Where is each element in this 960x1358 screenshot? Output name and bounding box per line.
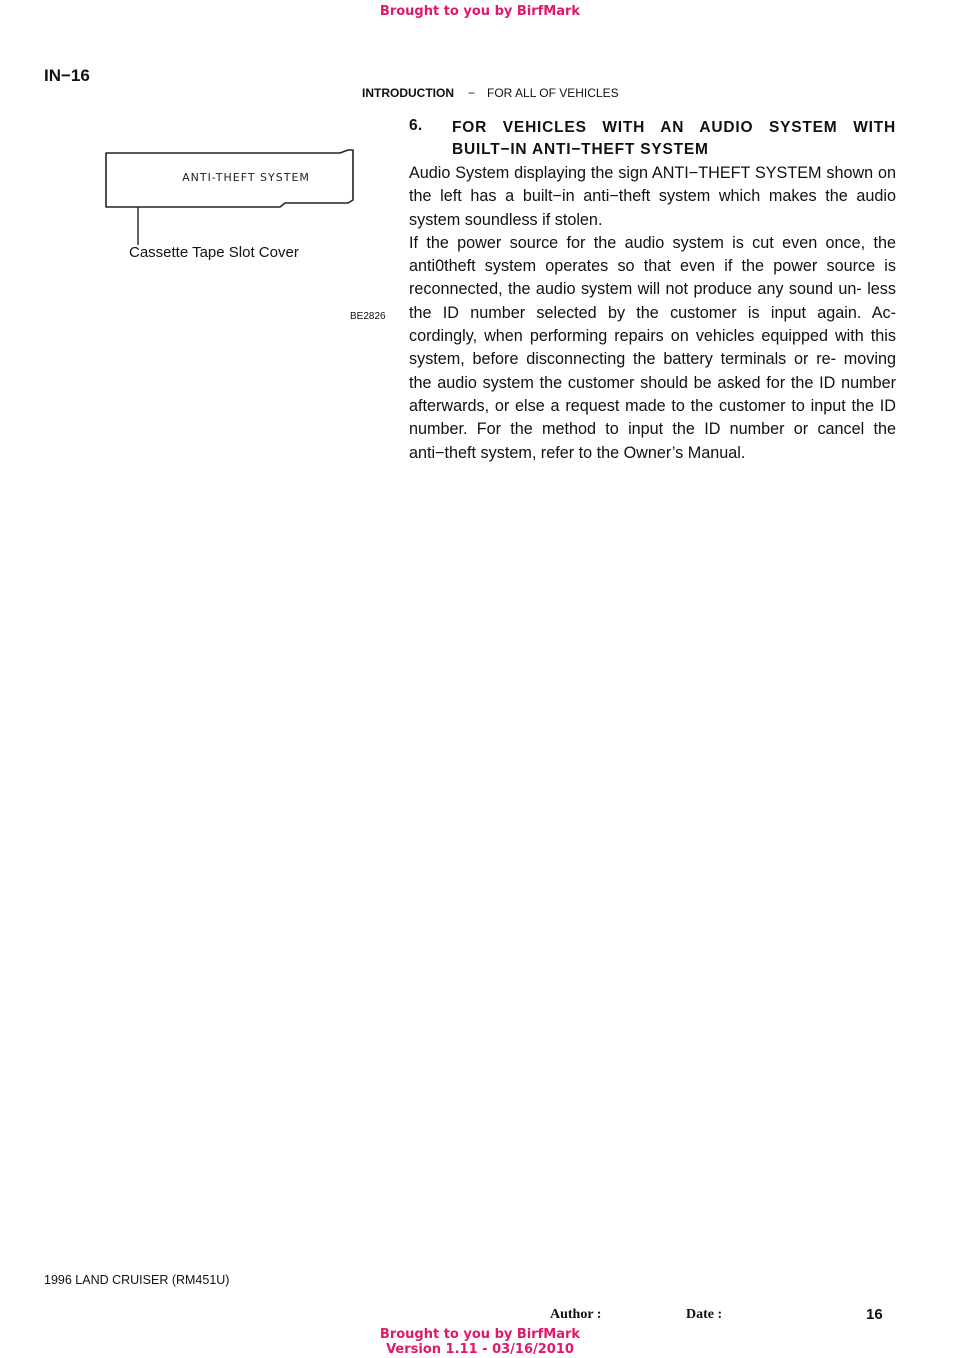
header-section: INTRODUCTION <box>362 86 454 100</box>
body-paragraph: If the power source for the audio system is cut even once, the anti0theft system operates so that even if the power source is reconnected, the audio system will not produce any sound un- less the ID number selected by the customer is input again. Ac- cordingly, when performing repairs on vehicles equipped with this system, before disconnecting the battery terminals or re- moving the audio system the customer should be asked for the ID number afterwards, or else a request made to the customer to input the ID number. For the method to input the ID number or cancel the anti−theft system, refer to the Owner’s Manual. <box>409 233 896 462</box>
watermark-version: Version 1.11 - 03/16/2010 <box>386 1342 574 1357</box>
section-title: FOR VEHICLES WITH AN AUDIO SYSTEM WITH BUILT−IN ANTI−THEFT SYSTEM <box>452 119 896 158</box>
watermark-top: Brought to you by BirfMark <box>379 4 581 19</box>
figure-callout-label: Cassette Tape Slot Cover <box>129 244 299 261</box>
panel-label: ANTI-THEFT SYSTEM <box>182 171 310 184</box>
body-text <box>409 162 896 465</box>
footer-model: 1996 LAND CRUISER (RM451U) <box>44 1273 230 1287</box>
footer-author-label: Author : <box>550 1307 602 1322</box>
page-code: IN−16 <box>44 66 90 85</box>
header-separator: − <box>468 86 476 100</box>
figure-id: BE2826 <box>350 311 386 322</box>
header-subsection: FOR ALL OF VEHICLES <box>487 86 619 100</box>
watermark-bottom: Brought to you by BirfMark <box>379 1327 581 1342</box>
running-header <box>362 86 619 100</box>
footer-date-label: Date : <box>686 1307 723 1322</box>
section-number: 6. <box>409 117 423 134</box>
body-paragraph: Audio System displaying the sign ANTI−THEFT SYSTEM shown on the left has a built−in anti−theft system which makes the audio system soundless if stolen. <box>409 164 896 229</box>
footer-page-number: 16 <box>866 1306 883 1323</box>
anti-theft-panel-illustration <box>100 145 390 325</box>
